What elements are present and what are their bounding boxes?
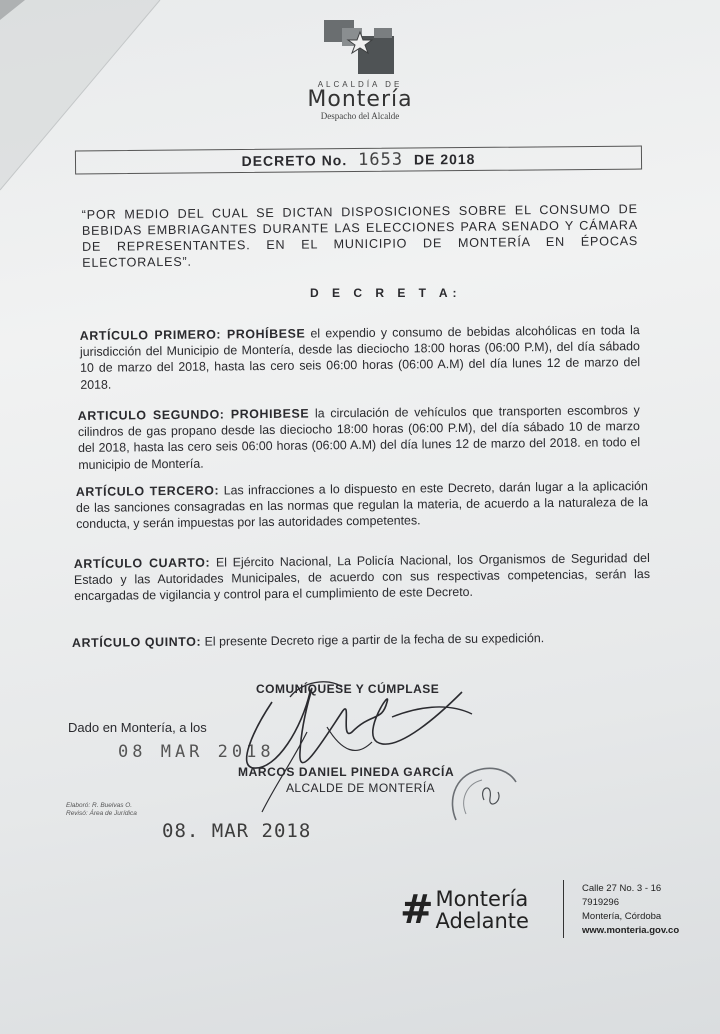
article-segundo [78,402,641,473]
article-heading: ARTÍCULO TERCERO: [75,483,220,499]
official-seal-stamp [448,762,520,824]
article-heading: ARTICULO SEGUNDO: PROHIBESE [77,406,310,423]
closing-formula: COMUNÍQUESE Y CÚMPLASE [256,682,440,696]
brand-line-2: Adelante [435,909,529,933]
decree-title: “POR MEDIO DEL CUAL SE DICTAN DISPOSICIONES SOBRE EL CONSUMO DE BEBIDAS EMBRIAGANTES DURANTE LAS ELECCIONES PARA SENADO Y CÁMARA DE REPRESENTANTES. EN EL MUNICIPIO DE MONTERÍA EN ÉPOCAS ELECTORALES”. [81,202,639,270]
article-text: El Ejército Nacional, La Policía Nacional, los Organismos de Seguridad del Estado y las Autoridades Municipales, de acuerdo con sus respectivas competencias, serán las encargadas de vigilancia y control para el cumplimiento de este Decreto. [73,550,651,604]
article-text: el expendio y consumo de bebidas alcohólicas en toda la jurisdicción del Municipio de Montería, desde las dieciocho 18:00 horas (06:00 P.M), del día sábado 10 de marzo del 2018, hasta las cero seis 06:00 horas (06:00 A.M) del día lunes 12 de marzo del 2018. [79,323,641,392]
hashtag-symbol: # [400,887,434,933]
city-emblem-icon [322,18,398,78]
decree-number: 1653 [358,149,404,171]
article-text: la circulación de vehículos que transporten escombros y cilindros de gas propano desde las dieciocho 18:00 horas (06:00 P.M), del día sábado 10 de marzo del 2018, hasta las cero seis 06:00 horas (06:00 A.M) del día lunes 12 de marzo del 2018. en todo el municipio de Montería. [77,403,641,472]
article-heading: ARTÍCULO PRIMERO: PROHÍBESE [79,326,306,343]
logo-label-small: ALCALDÍA DE [317,80,403,89]
footer-contact [582,882,679,938]
article-primero [80,322,641,393]
brand-line-1: Montería [435,887,529,911]
reviewed-line: Revisó: Área de Jurídica [66,810,137,817]
decreta-heading: D E C R E T A: [310,286,462,300]
place-date-label: Dado en Montería, a los [68,720,207,735]
signer-name: MARCOS DANIEL PINEDA GARCÍA [238,765,455,779]
article-text: Las infracciones a lo dispuesto en este Decreto, darán lugar a la aplicación de las sanciones consagradas en las normas que regulan la materia, de acuerdo a la naturaleza de la conducta, y serán impuestas por las autoridades competentes. [75,479,649,532]
article-text: El presente Decreto rige a partir de la fecha de su expedición. [201,631,545,649]
alcaldia-logo [300,18,420,121]
decree-prefix: DECRETO No. [241,152,348,170]
footer-web-link[interactable]: www.monteria.gov.co [582,925,680,936]
article-cuarto [74,550,650,605]
decree-number-box [75,146,642,175]
footer-city: Montería, Córdoba [582,911,662,922]
footer-brand [400,888,529,932]
decree-suffix: DE 2018 [413,150,476,168]
drafted-by-note [66,802,137,818]
footer-divider [563,880,564,938]
drafted-line: Elaboró: R. Buelvas O. [66,802,133,809]
logo-subtitle: Despacho del Alcalde [320,111,400,121]
logo-city-name: Montería [307,87,413,112]
footer-address: Calle 27 No. 3 - 16 [582,883,662,894]
article-tercero [76,478,648,533]
date-stamp-2: 08. MAR 2018 [162,820,312,842]
signer-title: ALCALDE DE MONTERÍA [286,781,435,795]
article-heading: ARTÍCULO QUINTO: [71,634,202,651]
footer-phone: 7919296 [582,897,619,908]
article-heading: ARTÍCULO CUARTO: [73,555,211,572]
date-stamp-1: 08 MAR 2018 [118,742,275,762]
